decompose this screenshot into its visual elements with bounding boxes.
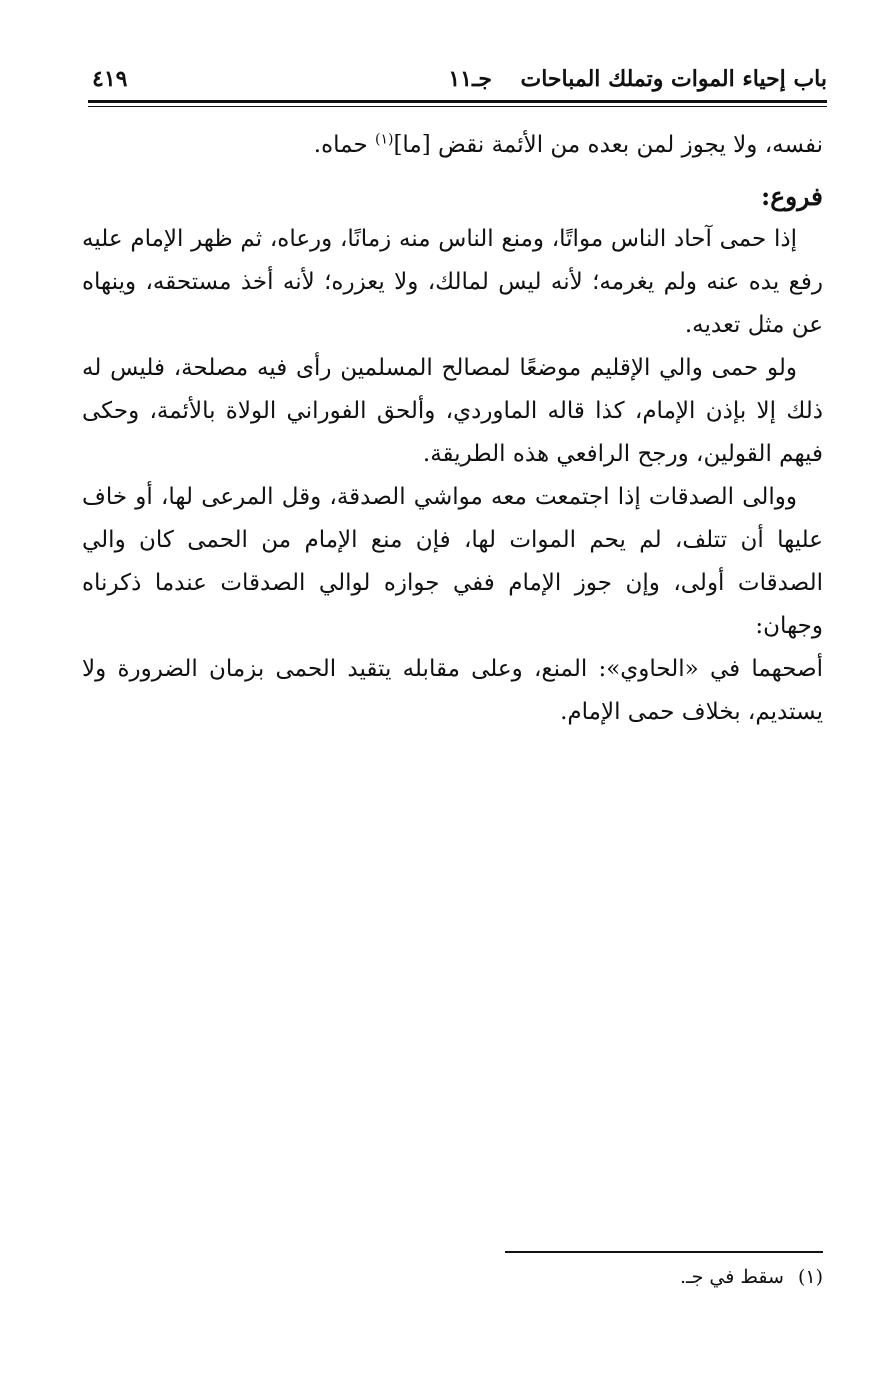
running-header <box>88 62 827 96</box>
section-heading: فروع: <box>761 182 823 211</box>
paragraph-2: إذا حمى آحاد الناس مواتًا، ومنع الناس منه زمانًا، ورعاه، ثم ظهر الإمام عليه رفع يده عنه ولم يغرمه؛ لأنه ليس لمالك، ولا يعزره؛ لأنه أخذ مستحقه، وينهاه عن مثل تعديه. <box>82 226 823 338</box>
footnote-text: سقط في جـ. <box>680 1266 784 1288</box>
header-rule-thick <box>88 100 827 103</box>
volume-label: جـ١١ <box>448 66 492 92</box>
paragraph-4: ووالى الصدقات إذا اجتمعت معه مواشي الصدقة، وقل المرعى لها، أو خاف عليها أن تتلف، لم يحم الموات لها، فإن منع الإمام من الحمى كان والي الصدقات أولى، وإن جوز الإمام ففي جوازه لوالي الصدقات عندما ذكرناه وجهان: <box>82 484 823 639</box>
footnote-separator <box>505 1251 823 1253</box>
chapter-title: باب إحياء الموات وتملك المباحات <box>520 66 827 92</box>
paragraph-1-end: حماه. <box>313 132 375 158</box>
header-rule-thin <box>88 106 827 107</box>
page-number: ٤١٩ <box>92 66 128 92</box>
paragraph-1-text: نفسه، ولا يجوز لمن بعده من الأئمة نقض [ما] <box>393 132 823 158</box>
footnote <box>680 1266 823 1288</box>
footnote-reference: (١) <box>374 131 394 148</box>
paragraph-1 <box>82 124 823 167</box>
paragraph-5: أصحهما في «الحاوي»: المنع، وعلى مقابله يتقيد الحمى بزمان الضرورة ولا يستديم، بخلاف حمى الإمام. <box>82 656 823 725</box>
footnote-number: (١) <box>797 1266 823 1288</box>
main-text <box>82 124 823 734</box>
paragraph-3: ولو حمى والي الإقليم موضعًا لمصالح المسلمين رأى فيه مصلحة، فليس له ذلك إلا بإذن الإمام، كذا قاله الماوردي، وألحق الفوراني الولاة بالأئمة، وحكى فيهم القولين، ورجح الرافعي هذه الطريقة. <box>82 355 823 467</box>
